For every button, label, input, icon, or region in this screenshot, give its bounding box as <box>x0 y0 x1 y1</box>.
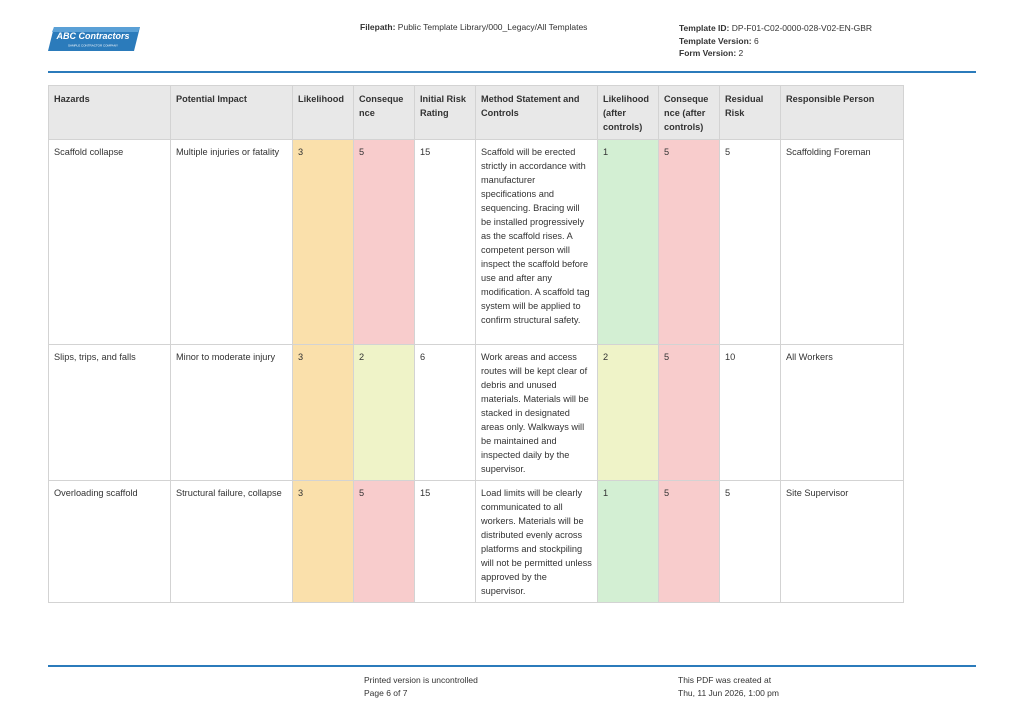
controls-cell: Load limits will be clearly communicated to all workers. Materials will be distributed evenly across platforms and stockpiling will not be permitted unless approved by the supervisor. <box>476 481 598 603</box>
hazard-cell: Scaffold collapse <box>49 140 171 345</box>
consequence-after-cell: 5 <box>659 140 720 345</box>
header-likelihood-after: Likelihood (after controls) <box>598 86 659 140</box>
likelihood-after-cell: 1 <box>598 140 659 345</box>
header-potential-impact: Potential Impact <box>171 86 293 140</box>
likelihood-cell: 3 <box>293 140 354 345</box>
controls-cell: Work areas and access routes will be kept clear of debris and unused materials. Materials will be stacked in designated areas only. Walkways will be maintained and inspected daily by the supervisor. <box>476 345 598 481</box>
template-id-line <box>679 22 872 35</box>
uncontrolled-notice: Printed version is uncontrolled <box>364 675 478 685</box>
table-header-row <box>49 86 904 140</box>
form-version-label: Form Version: <box>679 48 737 58</box>
responsible-cell: All Workers <box>781 345 904 481</box>
initial-risk-cell: 6 <box>415 345 476 481</box>
consequence-cell: 5 <box>354 481 415 603</box>
hazard-cell: Slips, trips, and falls <box>49 345 171 481</box>
created-label: This PDF was created at <box>678 675 772 685</box>
template-id-label: Template ID: <box>679 23 730 33</box>
footer-right <box>678 674 779 699</box>
header-controls: Method Statement and Controls <box>476 86 598 140</box>
header-divider <box>48 71 976 73</box>
impact-cell: Multiple injuries or fatality <box>171 140 293 345</box>
filepath-value: Public Template Library/000_Legacy/All Templates <box>397 22 588 32</box>
template-id-value: DP-F01-C02-0000-028-V02-EN-GBR <box>731 23 873 33</box>
likelihood-cell: 3 <box>293 481 354 603</box>
header-residual-risk: Residual Risk <box>720 86 781 140</box>
risk-assessment-table <box>48 85 904 603</box>
template-version-value: 6 <box>753 35 759 46</box>
template-version-label: Template Version: <box>679 35 752 46</box>
logo-text: ABC Contractors <box>56 31 130 41</box>
filepath-block <box>360 22 587 32</box>
header-hazards: Hazards <box>49 86 171 140</box>
header-consequence-after: Consequence (after controls) <box>659 86 720 140</box>
residual-risk-cell: 10 <box>720 345 781 481</box>
controls-cell: Scaffold will be erected strictly in accordance with manufacturer specifications and sequencing. Bracing will be installed progressively as the scaffold rises. A competent person will inspect the scaffold before use and after any modification. A scaffold tag system will be applied to confirm structural safety. <box>476 140 598 345</box>
consequence-after-cell: 5 <box>659 345 720 481</box>
logo-subtext: SAMPLE CONTRACTOR COMPANY <box>68 43 118 48</box>
likelihood-cell: 3 <box>293 345 354 481</box>
initial-risk-cell: 15 <box>415 140 476 345</box>
consequence-cell: 5 <box>354 140 415 345</box>
template-version-line <box>679 35 872 48</box>
likelihood-after-cell: 1 <box>598 481 659 603</box>
consequence-after-cell: 5 <box>659 481 720 603</box>
footer-center <box>364 674 478 699</box>
header-initial-risk: Initial Risk Rating <box>415 86 476 140</box>
likelihood-after-cell: 2 <box>598 345 659 481</box>
residual-risk-cell: 5 <box>720 481 781 603</box>
form-version-value: 2 <box>738 48 744 58</box>
impact-cell: Structural failure, collapse <box>171 481 293 603</box>
page-number: Page 6 of 7 <box>364 687 408 698</box>
table-row <box>49 140 904 345</box>
impact-cell: Minor to moderate injury <box>171 345 293 481</box>
hazard-cell: Overloading scaffold <box>49 481 171 603</box>
form-version-line <box>679 47 872 60</box>
created-date: Thu, 11 Jun 2026, 1:00 pm <box>678 687 779 698</box>
initial-risk-cell: 15 <box>415 481 476 603</box>
consequence-cell: 2 <box>354 345 415 481</box>
header-responsible-person: Responsible Person <box>781 86 904 140</box>
footer-divider <box>48 665 976 667</box>
filepath-label: Filepath: <box>360 22 396 32</box>
responsible-cell: Site Supervisor <box>781 481 904 603</box>
residual-risk-cell: 5 <box>720 140 781 345</box>
responsible-cell: Scaffolding Foreman <box>781 140 904 345</box>
company-logo <box>48 26 140 52</box>
table-row <box>49 481 904 603</box>
template-info <box>679 22 872 60</box>
company-logo-graphic <box>48 26 140 52</box>
table-row <box>49 345 904 481</box>
header-likelihood: Likelihood <box>293 86 354 140</box>
header-consequence: Consequence <box>354 86 415 140</box>
